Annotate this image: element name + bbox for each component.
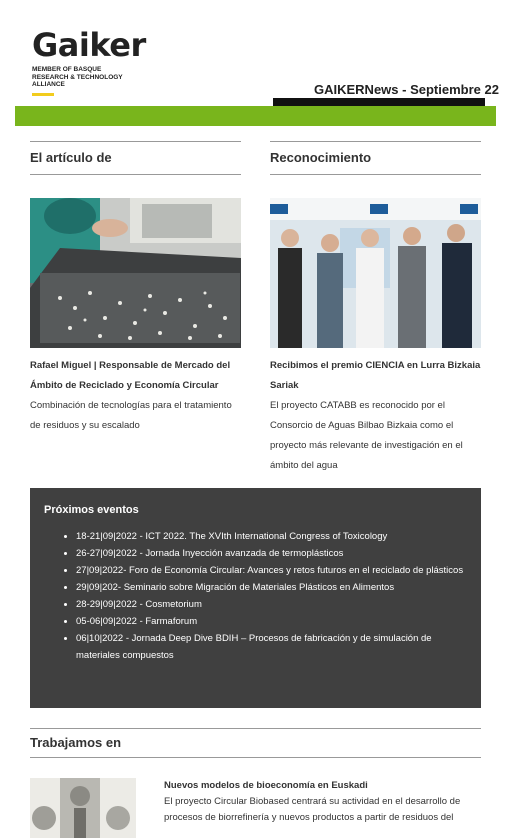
event-item[interactable]: • 18-21|09|2022 - ICT 2022. The XVIth International Congress of Toxicology bbox=[76, 528, 481, 545]
recycling-machine-image bbox=[30, 198, 241, 348]
events-title: Próximos eventos bbox=[44, 504, 139, 516]
event-item[interactable]: • 28-29|09|2022 - Cosmetorium bbox=[76, 596, 481, 613]
event-item[interactable]: • 26-27|09|2022 - Jornada Inyección avanzada de termoplásticos bbox=[76, 545, 481, 562]
recognition-photo[interactable] bbox=[270, 198, 481, 348]
award-group-photo-image bbox=[270, 198, 481, 348]
recognition-section-title: Reconocimiento bbox=[270, 141, 481, 175]
article-column bbox=[30, 141, 241, 436]
article-summary: Combinación de tecnologías para el tratamiento de residuos y su escalado bbox=[30, 400, 232, 431]
work-headline[interactable]: Nuevos modelos de bioeconomía en Euskadi bbox=[164, 780, 368, 791]
event-item[interactable]: • 06|10|2022 - Jornada Deep Dive BDIH – Procesos de fabricación y de simulación de materiales compuestos bbox=[76, 630, 481, 664]
event-item[interactable]: • 05-06|09|2022 - Farmaforum bbox=[76, 613, 481, 630]
work-summary: El proyecto Circular Biobased centrará su actividad en el desarrollo de procesos de biorrefinería y nuevos productos a partir de residuos del bbox=[164, 796, 461, 823]
recognition-summary: El proyecto CATABB es reconocido por el Consorcio de Aguas Bilbao Bizkaia como el proyecto más relevante de investigación en el ámbito del agua bbox=[270, 400, 463, 471]
event-item[interactable]: • 27|09|2022- Foro de Economía Circular: Avances y retos futuros en el reciclado de plásticos bbox=[76, 562, 481, 579]
logo-wordmark: Gaiker bbox=[32, 26, 146, 64]
work-item bbox=[164, 778, 480, 826]
recognition-headline[interactable]: Recibimos el premio CIENCIA en Lurra Bizkaia Sariak bbox=[270, 360, 481, 391]
article-section-title: El artículo de bbox=[30, 141, 241, 175]
gaiker-logo[interactable] bbox=[32, 28, 146, 96]
recognition-column bbox=[270, 141, 481, 476]
logo-tagline: MEMBER OF BASQUE RESEARCH & TECHNOLOGY ALLIANCE bbox=[32, 66, 123, 88]
newsletter-header bbox=[0, 0, 518, 104]
work-photo[interactable] bbox=[30, 778, 136, 838]
work-section-title: Trabajamos en bbox=[30, 728, 481, 758]
logo-accent-line bbox=[32, 93, 54, 96]
article-headline[interactable]: Rafael Miguel | Responsable de Mercado del Ámbito de Reciclado y Economía Circular bbox=[30, 360, 231, 391]
event-item[interactable]: • 29|09|202- Seminario sobre Migración de Materiales Plásticos en Alimentos bbox=[76, 579, 481, 596]
article-photo[interactable] bbox=[30, 198, 241, 348]
newsletter-title: GAIKERNews - Septiembre 22 bbox=[314, 82, 499, 97]
header-green-bar bbox=[15, 106, 496, 126]
events-list bbox=[30, 528, 481, 664]
bioreactor-equipment-image bbox=[30, 778, 136, 838]
upcoming-events-box bbox=[30, 488, 481, 708]
